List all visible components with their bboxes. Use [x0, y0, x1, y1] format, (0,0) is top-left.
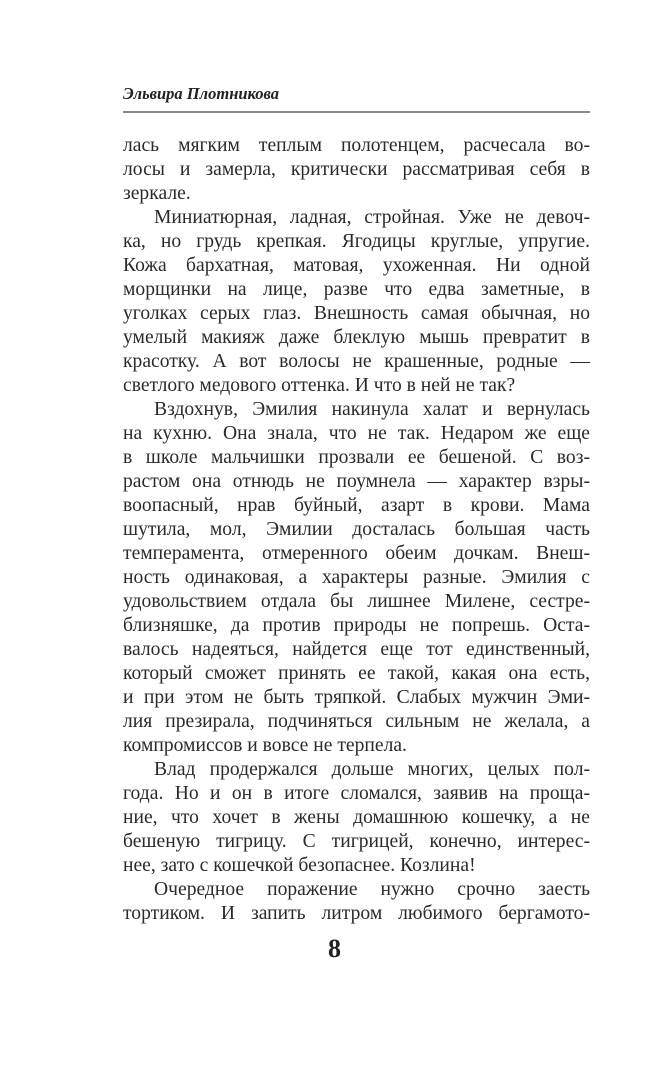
- text-line: близняшке, да против природы не попрешь. Оста-: [123, 615, 590, 636]
- text-line: ка, но грудь крепкая. Ягодицы круглые, упругие.: [123, 231, 590, 252]
- text-line: светлого медового оттенка. И что в ней не так?: [123, 375, 516, 396]
- text-line: Кожа бархатная, матовая, ухоженная. Ни одной: [123, 255, 590, 276]
- paragraph: [123, 134, 590, 206]
- text-line: уголках серых глаз. Внешность самая обычная, но: [123, 303, 590, 324]
- text-line: зеркале.: [123, 183, 191, 204]
- text-line: года. Но и он в итоге сломался, заявив на проща-: [123, 783, 590, 804]
- text-line: морщинки на лице, разве что едва заметные, в: [123, 279, 590, 300]
- text-line: Миниатюрная, ладная, стройная. Уже не девоч-: [154, 207, 590, 228]
- page-number: 8: [328, 934, 341, 963]
- text-line: тортиком. И запить литром любимого бергамото-: [123, 903, 590, 924]
- header-rule: [123, 111, 590, 113]
- text-line: бешеную тигрицу. С тигрицей, конечно, интерес-: [123, 831, 590, 852]
- text-line: красотку. А вот волосы не крашенные, родные —: [123, 351, 590, 372]
- paragraph: [123, 758, 590, 878]
- paragraph: [123, 398, 590, 758]
- text-line: и при этом не быть тряпкой. Слабых мужчин Эми-: [123, 687, 590, 708]
- text-line: Вздохнув, Эмилия накинула халат и вернулась: [154, 399, 590, 420]
- text-line: лия презирала, подчиняться сильным не желала, а: [123, 711, 590, 732]
- text-line: нее, зато с кошечкой безопаснее. Козлина!: [123, 855, 476, 876]
- text-line: валось надеяться, найдется еще тот единственный,: [123, 639, 590, 660]
- body-text: [123, 134, 590, 926]
- text-line: растом она отнюдь не поумнела — характер взры-: [123, 471, 590, 492]
- paragraph: [123, 206, 590, 398]
- text-line: воопасный, нрав буйный, азарт в крови. Мама: [123, 495, 590, 516]
- text-line: на кухню. Она знала, что не так. Недаром же еще: [123, 423, 590, 444]
- paragraph: [123, 878, 590, 926]
- text-line: в школе мальчишки прозвали ее бешеной. С воз-: [123, 447, 590, 468]
- text-line: удовольствием отдала бы лишнее Милене, сестре-: [123, 591, 590, 612]
- text-line: шутила, мол, Эмилии досталась большая часть: [123, 519, 590, 540]
- text-line: Влад продержался дольше многих, целых пол-: [154, 759, 590, 780]
- text-line: темперамента, отмеренного обеим дочкам. Внеш-: [123, 543, 590, 564]
- text-line: умелый макияж даже блеклую мышь превратит в: [123, 327, 590, 348]
- text-line: лась мягким теплым полотенцем, расчесала во-: [123, 135, 590, 156]
- running-header-author: Эльвира Плотникова: [123, 84, 280, 103]
- text-line: лосы и замерла, критически рассматривая себя в: [123, 159, 590, 180]
- text-line: ность одинаковая, а характеры разные. Эмилия с: [123, 567, 590, 588]
- text-line: Очередное поражение нужно срочно заесть: [154, 879, 590, 900]
- text-line: компромиссов и вовсе не терпела.: [123, 735, 407, 756]
- text-line: который сможет принять ее такой, какая она есть,: [123, 663, 590, 684]
- text-line: ние, что хочет в жены домашнюю кошечку, а не: [123, 807, 590, 828]
